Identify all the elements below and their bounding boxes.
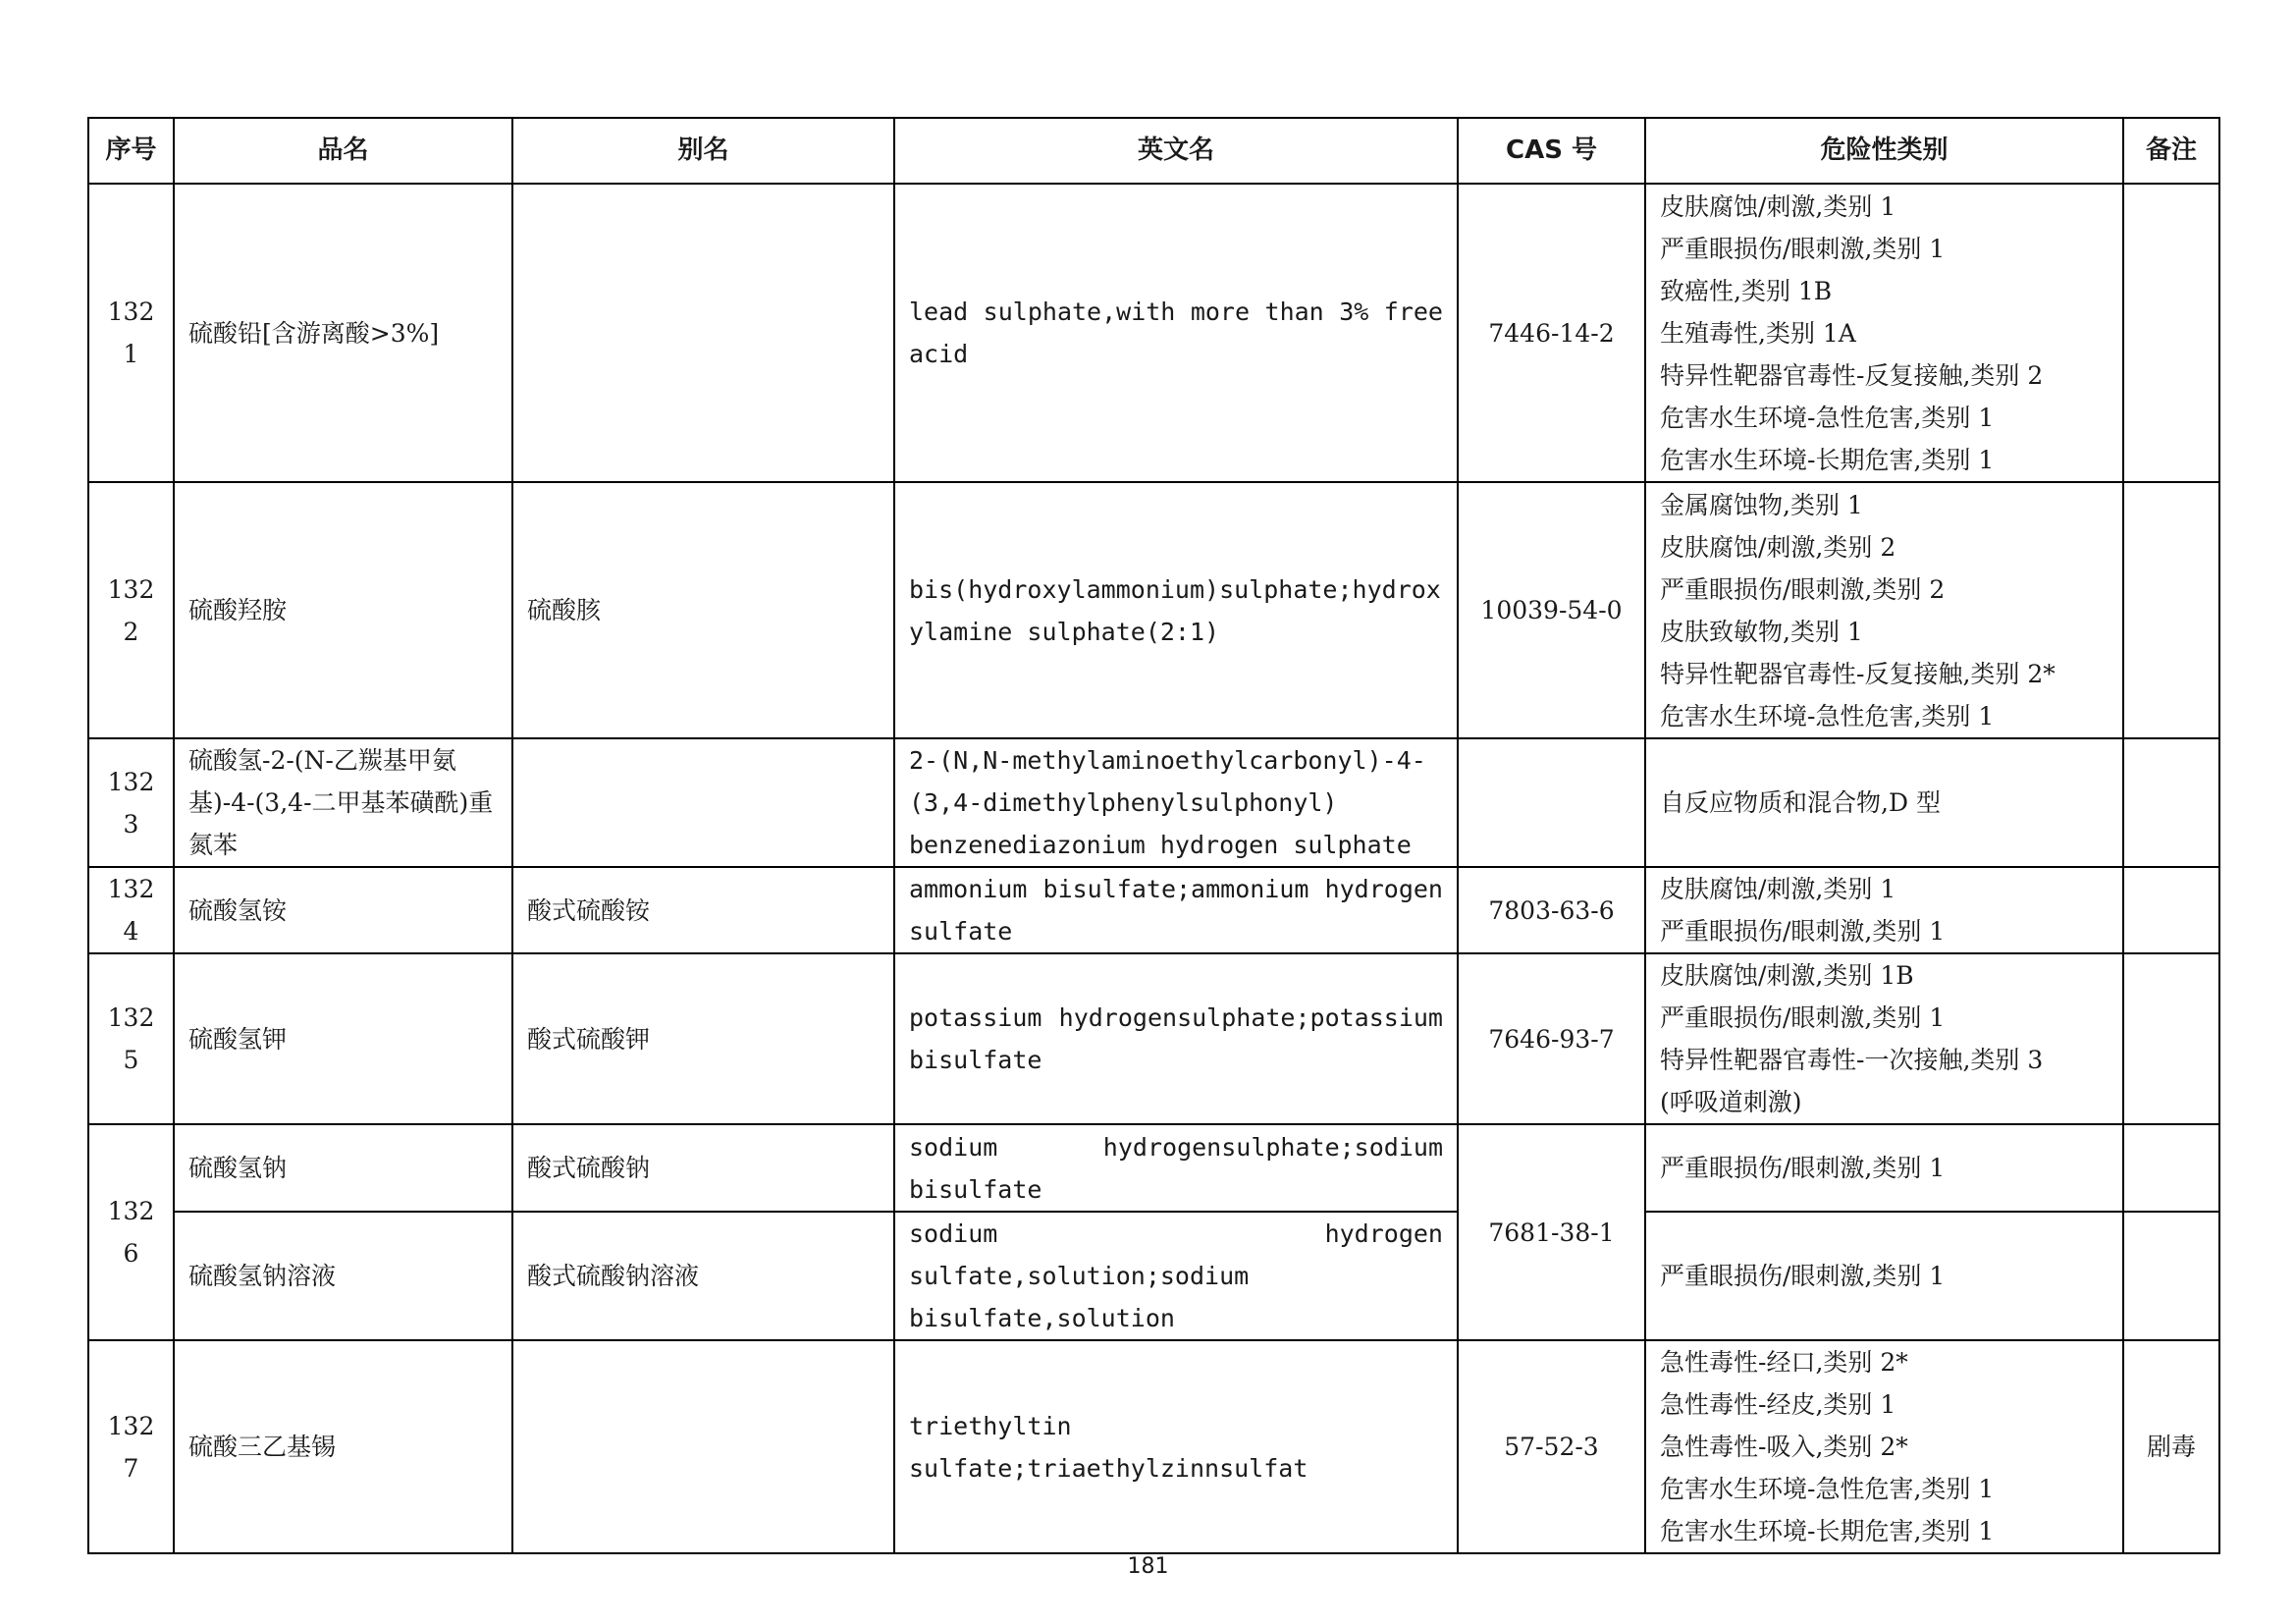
row-serial-number: 1323: [88, 738, 174, 867]
row-remarks: [2123, 867, 2219, 953]
row-alias: 硫酸胲: [512, 482, 894, 738]
hazard-item: 皮肤致敏物,类别 1: [1660, 617, 1863, 646]
row-remarks: 剧毒: [2123, 1340, 2219, 1553]
hazard-item: 危害水生环境-急性危害,类别 1: [1660, 1475, 1995, 1503]
row-alias: 酸式硫酸钠: [512, 1124, 894, 1212]
row-remarks: [2123, 1124, 2219, 1212]
hazard-item: 皮肤腐蚀/刺激,类别 2: [1660, 532, 1896, 562]
row-english-name: sodium hydrogen sulfate,solution;sodium bisulfate,solution: [894, 1212, 1458, 1340]
row-remarks: [2123, 738, 2219, 867]
header-serial-number: 序号: [88, 118, 174, 184]
hazard-item: 急性毒性-经口,类别 2*: [1660, 1348, 1908, 1377]
row-product-name: 硫酸氢-2-(N-乙羰基甲氨基)-4-(3,4-二甲基苯磺酰)重氮苯: [174, 738, 512, 867]
header-hazard-category: 危险性类别: [1645, 118, 2123, 184]
hazard-item: 严重眼损伤/眼刺激,类别 1: [1660, 1154, 1946, 1182]
row-english-name: lead sulphate,with more than 3% free acid: [894, 184, 1458, 482]
hazard-item: 危害水生环境-长期危害,类别 1: [1660, 445, 1995, 474]
hazard-item: 严重眼损伤/眼刺激,类别 1: [1660, 917, 1946, 946]
row-product-name: 硫酸氢铵: [174, 867, 512, 953]
row-serial-number: 1327: [88, 1340, 174, 1553]
header-cas-number: CAS 号: [1458, 118, 1645, 184]
hazard-item: 皮肤腐蚀/刺激,类别 1: [1660, 875, 1896, 903]
row-english-name: triethyltin sulfate;triaethylzinnsulfat: [894, 1340, 1458, 1553]
row-cas-number: 7681-38-1: [1458, 1124, 1645, 1340]
row-hazard-list: [1645, 867, 2123, 953]
page-number: 181: [1127, 1554, 1169, 1579]
row-hazard-list: [1645, 1212, 2123, 1340]
table-row: [88, 1340, 2219, 1553]
row-hazard-list: [1645, 1340, 2123, 1553]
hazard-item: 特异性靶器官毒性-反复接触,类别 2*: [1660, 659, 2056, 688]
table-row: [88, 482, 2219, 738]
row-english-name: ammonium bisulfate;ammonium hydrogen sulfate: [894, 867, 1458, 953]
row-cas-number: 7646-93-7: [1458, 953, 1645, 1124]
row-product-name: 硫酸氢钾: [174, 953, 512, 1124]
row-product-name: 硫酸三乙基锡: [174, 1340, 512, 1553]
header-english-name: 英文名: [894, 118, 1458, 184]
row-cas-number: 10039-54-0: [1458, 482, 1645, 738]
row-serial-number: 1326: [88, 1124, 174, 1340]
hazard-item: 特异性靶器官毒性-一次接触,类别 3: [1660, 1046, 2044, 1074]
table-row: [88, 184, 2219, 482]
row-serial-number: 1324: [88, 867, 174, 953]
hazard-item: 急性毒性-吸入,类别 2*: [1660, 1433, 1908, 1461]
hazard-item: 生殖毒性,类别 1A: [1660, 318, 1856, 348]
table-row: [88, 1212, 2219, 1340]
hazard-item: 严重眼损伤/眼刺激,类别 1: [1660, 1262, 1946, 1290]
row-hazard-list: [1645, 953, 2123, 1124]
row-alias: 酸式硫酸铵: [512, 867, 894, 953]
row-remarks: [2123, 953, 2219, 1124]
row-serial-number: 1322: [88, 482, 174, 738]
row-hazard-list: [1645, 738, 2123, 867]
hazard-item: 特异性靶器官毒性-反复接触,类别 2: [1660, 360, 2044, 390]
row-product-name: 硫酸氢钠溶液: [174, 1212, 512, 1340]
row-alias: [512, 738, 894, 867]
hazard-item: 皮肤腐蚀/刺激,类别 1: [1660, 191, 1896, 221]
row-product-name: 硫酸氢钠: [174, 1124, 512, 1212]
table-row: [88, 867, 2219, 953]
hazard-item: 严重眼损伤/眼刺激,类别 1: [1660, 234, 1946, 263]
hazard-item: 危害水生环境-急性危害,类别 1: [1660, 701, 1995, 731]
row-english-name: 2-(N,N-methylaminoethylcarbonyl)-4-(3,4-dimethylphenylsulphonyl) benzenediazonium hydrogen sulphate: [894, 738, 1458, 867]
row-cas-number: [1458, 738, 1645, 867]
row-english-name: potassium hydrogensulphate;potassium bisulfate: [894, 953, 1458, 1124]
hazard-item: (呼吸道刺激): [1660, 1088, 1802, 1116]
hazard-item: 金属腐蚀物,类别 1: [1660, 490, 1863, 519]
chemical-catalog-table: [87, 117, 2220, 1554]
row-alias: [512, 1340, 894, 1553]
row-remarks: [2123, 482, 2219, 738]
row-cas-number: 7446-14-2: [1458, 184, 1645, 482]
row-serial-number: 1321: [88, 184, 174, 482]
table-row: [88, 1124, 2219, 1212]
hazard-item: 危害水生环境-长期危害,类别 1: [1660, 1517, 1995, 1545]
row-hazard-list: [1645, 184, 2123, 482]
row-hazard-list: [1645, 482, 2123, 738]
hazard-item: 急性毒性-经皮,类别 1: [1660, 1390, 1896, 1419]
hazard-item: 严重眼损伤/眼刺激,类别 1: [1660, 1003, 1946, 1032]
hazard-item: 皮肤腐蚀/刺激,类别 1B: [1660, 961, 1914, 990]
row-remarks: [2123, 184, 2219, 482]
table-row: [88, 953, 2219, 1124]
row-remarks: [2123, 1212, 2219, 1340]
hazard-item: 自反应物质和混合物,D 型: [1660, 788, 1941, 817]
row-product-name: 硫酸铅[含游离酸>3%]: [174, 184, 512, 482]
hazard-item: 严重眼损伤/眼刺激,类别 2: [1660, 574, 1946, 604]
row-serial-number: 1325: [88, 953, 174, 1124]
header-remarks: 备注: [2123, 118, 2219, 184]
row-alias: 酸式硫酸钾: [512, 953, 894, 1124]
row-product-name: 硫酸羟胺: [174, 482, 512, 738]
row-cas-number: 57-52-3: [1458, 1340, 1645, 1553]
row-alias: [512, 184, 894, 482]
row-cas-number: 7803-63-6: [1458, 867, 1645, 953]
table-row: [88, 738, 2219, 867]
header-alias: 别名: [512, 118, 894, 184]
row-english-name: sodium hydrogensulphate;sodium bisulfate: [894, 1124, 1458, 1212]
header-product-name: 品名: [174, 118, 512, 184]
row-english-name: bis(hydroxylammonium)sulphate;hydroxylamine sulphate(2:1): [894, 482, 1458, 738]
row-alias: 酸式硫酸钠溶液: [512, 1212, 894, 1340]
row-hazard-list: [1645, 1124, 2123, 1212]
hazard-item: 危害水生环境-急性危害,类别 1: [1660, 403, 1995, 432]
hazard-item: 致癌性,类别 1B: [1660, 276, 1833, 305]
table-header-row: [88, 118, 2219, 184]
